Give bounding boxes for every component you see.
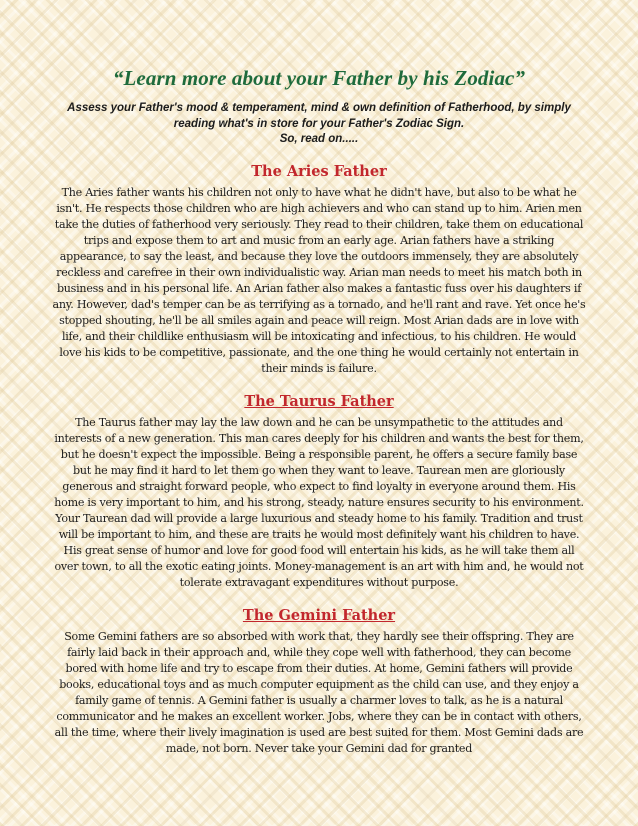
intro-read-on: So, read on..... xyxy=(279,133,359,145)
section-heading-gemini: The Gemini Father xyxy=(242,606,396,624)
section-text-gemini: Some Gemini fathers are so absorbed with work that, they hardly see their offspring. They are fairly laid back in their approach and, while they cope well with fatherhood, they can become bored with home life and try to escape from their duties. At home, Gemini fathers will provide books, educational toys and as much computer equipment as the child can use, and they enjoy a family game of tennis. A Gemini father is usually a charmer loves to talk, as he is a natural communicator and he makes an excellent worker. Jobs, where they can be in contact with others, all the time, where their lively imagination is used are best suited for them. Most Gemini dads are made, not born. Never take your Gemini dad for granted xyxy=(54,629,584,755)
page-title: “Learn more about your Father by his Zodiac” xyxy=(112,66,526,90)
intro-block xyxy=(60,101,578,148)
section-text-taurus: The Taurus father may lay the law down and he can be unsympathetic to the attitudes and interests of a new generation. This man cares deeply for his children and wants the best for them, but he doesn't expect the impossible. Being a responsible parent, he offers a secure family base but he may find it hard to let them go when they want to leave. Taurean men are gloriously generous and straight forward people, who expect to find loyalty in everyone around them. His home is very important to him, and his strong, steady, nature ensures security to his environment. Your Taurean dad will provide a large luxurious and steady home to his family. Tradition and trust will be important to him, and these are traits he would most definitely want his children to have. His great sense of humor and love for good food will entertain his kids, as he will take them all over town, to all the exotic eating joints. Money-management is an art with him and, he would not tolerate extravagant expenditures without purpose. xyxy=(54,415,584,589)
section-heading-taurus: The Taurus Father xyxy=(244,392,394,410)
section-heading-aries: The Aries Father xyxy=(251,162,387,180)
section-text-aries: The Aries father wants his children not only to have what he didn't have, but also to be what he isn't. He respects those children who are high achievers and who can stand up to him. Arien men take the duties of fatherhood very seriously. They read to their children, take them on educational trips and expose them to art and music from an early age. Arian fathers have a striking appearance, to say the least, and because they love the outdoors immensely, they are absolutely reckless and carefree in their own individualistic way. Arian man needs to meet his match both in business and in his personal life. An Arian father also makes a fantastic fuss over his daughters if any. However, dad's temper can be as terrifying as a tornado, and he'll rant and rave. Yet once he's stopped shouting, he'll be all smiles again and peace will reign. Most Arian dads are in love with life, and their childlike enthusiasm will be intoxicating and infectious, to his children. He would love his kids to be competitive, passionate, and the one thing he would certainly not entertain in their minds is failure. xyxy=(52,185,586,375)
intro-line: Assess your Father's mood & temperament, mind & own definition of Fatherhood, by simply reading what's in store for your Father's Zodiac Sign. xyxy=(67,102,571,130)
